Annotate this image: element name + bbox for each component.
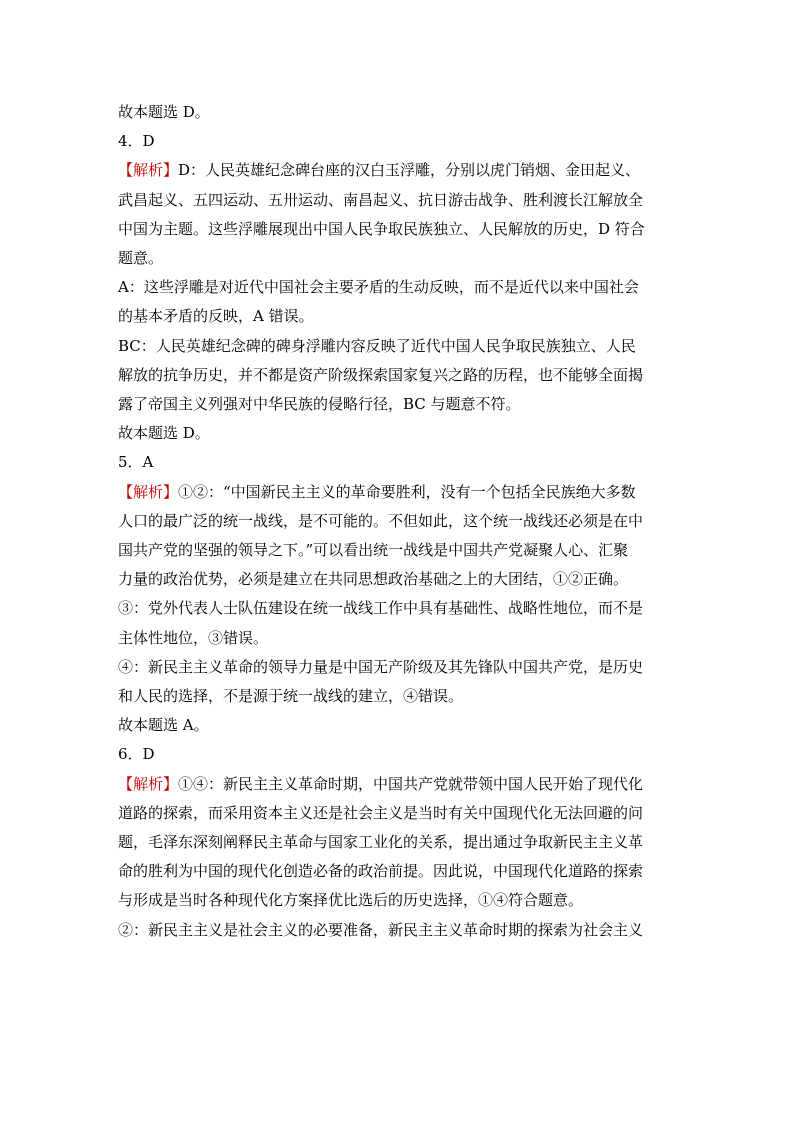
text-line xyxy=(118,916,678,945)
text-line xyxy=(118,390,678,419)
text-line xyxy=(118,886,678,915)
line-text: 力量的政治优势，必须是建立在共同思想政治基础之上的大团结，①②正确。 xyxy=(118,570,629,589)
line-text: ②：新民主主义是社会主义的必要准备，新民主主义革命时期的探索为社会主义 xyxy=(118,920,644,939)
text-line xyxy=(118,419,678,448)
text-line xyxy=(118,594,678,623)
question-number xyxy=(118,448,678,477)
line-text: 中国为主题。这些浮雕展现出中国人民争取民族独立、人民解放的历史，D 符合 xyxy=(118,219,645,238)
text-line xyxy=(118,98,678,127)
line-text: 解放的抗争历史，并不都是资产阶级探索国家复兴之路的历程，也不能够全面揭 xyxy=(118,365,644,384)
text-line xyxy=(118,682,678,711)
line-text: 故本题选 A。 xyxy=(118,716,209,735)
text-line xyxy=(118,857,678,886)
line-text: 武昌起义、五四运动、五卅运动、南昌起义、抗日游击战争、胜利渡长江解放全 xyxy=(118,190,644,209)
line-text: 主体性地位，③错误。 xyxy=(118,628,269,647)
line-text: A：这些浮雕是对近代中国社会主要矛盾的生动反映，而不是近代以来中国社会 xyxy=(118,278,639,297)
line-text: 5．A xyxy=(118,453,154,472)
text-line xyxy=(118,244,678,273)
text-line xyxy=(118,332,678,361)
line-text: 道路的探索，而采用资本主义还是社会主义是当时有关中国现代化无法回避的问 xyxy=(118,803,644,822)
line-text: 故本题选 D。 xyxy=(118,103,210,121)
text-line xyxy=(118,361,678,390)
document-page xyxy=(118,98,678,945)
text-line xyxy=(118,711,678,740)
analysis-tag: 【解析】 xyxy=(118,482,179,501)
line-text: 题，毛泽东深刻阐释民主革命与国家工业化的关系，提出通过争取新民主主义革 xyxy=(118,833,644,852)
line-text: 露了帝国主义列强对中华民族的侵略行径，BC 与题意不符。 xyxy=(118,395,521,414)
line-text: 国共产党的坚强的领导之下。”可以看出统一战线是中国共产党凝聚人心、汇聚 xyxy=(118,541,629,560)
line-text: BC：人民英雄纪念碑的碑身浮雕内容反映了近代中国人民争取民族独立、人民 xyxy=(118,336,636,355)
line-text: 人口的最广泛的统一战线，是不可能的。不但如此，这个统一战线还必须是在中 xyxy=(118,511,644,530)
line-text: 题意。 xyxy=(118,249,164,268)
line-text: ④：新民主主义革命的领导力量是中国无产阶级及其先锋队中国共产党，是历史 xyxy=(118,657,644,676)
text-line xyxy=(118,273,678,302)
text-line xyxy=(118,302,678,331)
line-text: 和人民的选择，不是源于统一战线的建立，④错误。 xyxy=(118,687,464,706)
text-line xyxy=(118,624,678,653)
question-number xyxy=(118,740,678,769)
line-text: ①②：“中国新民主主义的革命要胜利，没有一个包括全民族绝大多数 xyxy=(178,482,636,501)
line-text: 4．D xyxy=(118,132,155,151)
line-text: 的基本矛盾的反映，A 错误。 xyxy=(118,307,314,326)
line-text: 故本题选 D。 xyxy=(118,424,210,443)
text-line xyxy=(118,653,678,682)
text-line xyxy=(118,536,678,565)
text-line xyxy=(118,215,678,244)
line-text: D：人民英雄纪念碑台座的汉白玉浮雕，分别以虎门销烟、金田起义、 xyxy=(178,161,641,180)
text-line xyxy=(118,565,678,594)
line-text: ①④：新民主主义革命时期，中国共产党就带领中国人民开始了现代化 xyxy=(178,774,644,793)
text-line xyxy=(118,507,678,536)
analysis-tag: 【解析】 xyxy=(118,161,179,180)
analysis-line xyxy=(118,156,678,185)
line-text: 6．D xyxy=(118,745,155,764)
question-number xyxy=(118,127,678,156)
line-text: 命的胜利为中国的现代化创造必备的政治前提。因此说，中国现代化道路的探索 xyxy=(118,862,644,881)
analysis-tag: 【解析】 xyxy=(118,774,179,793)
line-text: ③：党外代表人士队伍建设在统一战线工作中具有基础性、战略性地位，而不是 xyxy=(118,599,644,618)
analysis-line xyxy=(118,770,678,799)
line-text: 与形成是当时各种现代化方案择优比选后的历史选择，①④符合题意。 xyxy=(118,891,584,910)
text-line xyxy=(118,799,678,828)
text-line xyxy=(118,186,678,215)
analysis-line xyxy=(118,478,678,507)
text-line xyxy=(118,828,678,857)
